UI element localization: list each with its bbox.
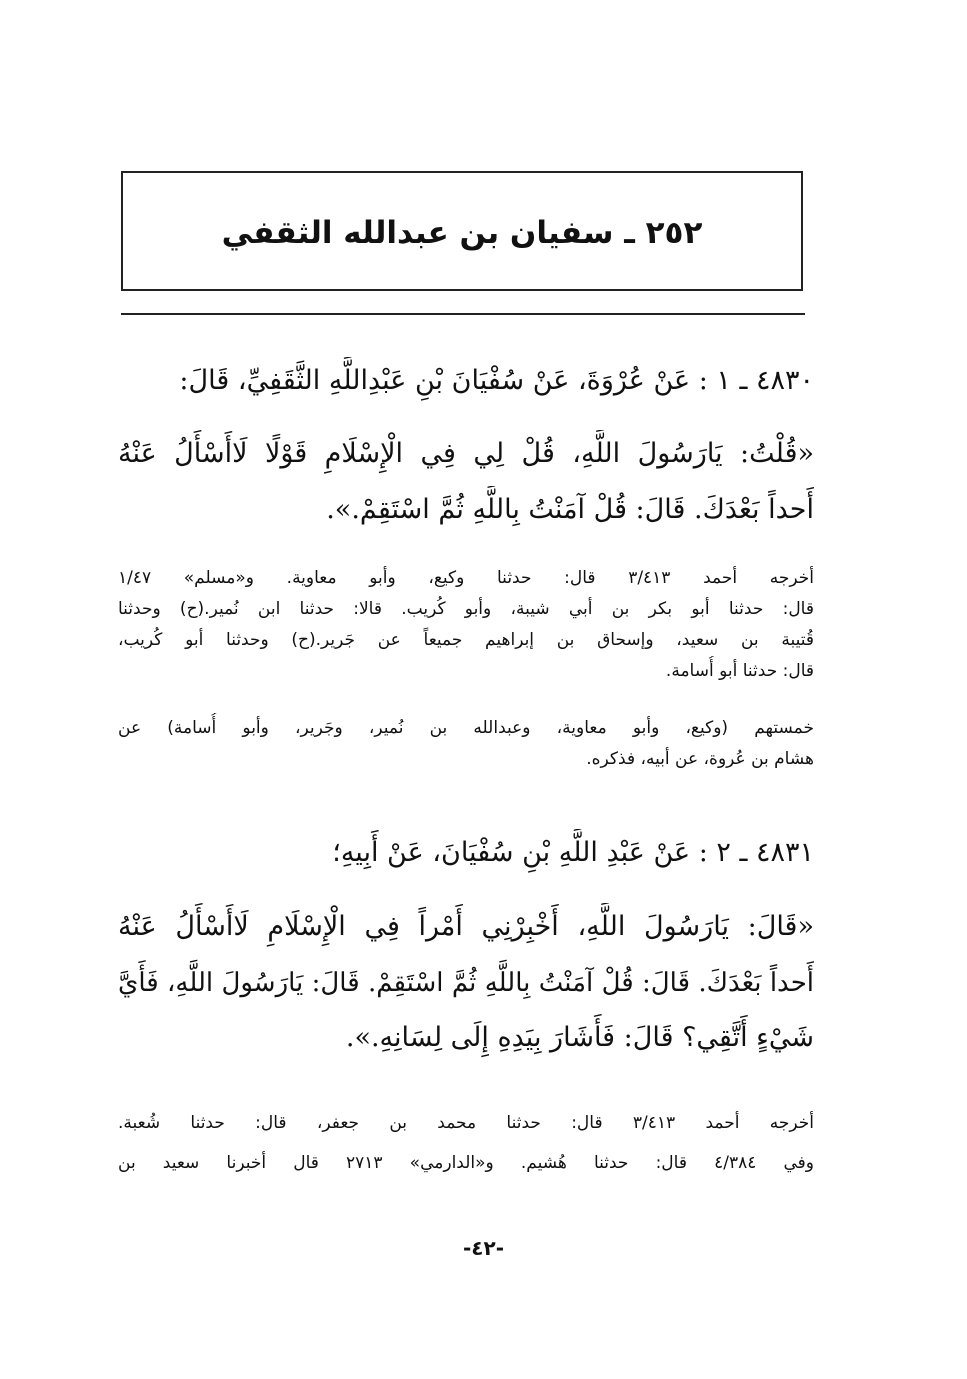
khamsatuhum-line-2: هشام بن عُروة، عن أبيه، فذكره. [586, 749, 814, 769]
chapter-title: ٢٥٢ ـ سفيان بن عبدالله الثقفي [221, 215, 703, 251]
chapter-title-box [121, 171, 803, 291]
takhrij-4830-line-1: أخرجه أحمد ٣/٤١٣ قال: حدثنا وكيع، وأبو معاوية. و«مسلم» ١/٤٧ [118, 568, 814, 588]
hadith-4831-line-3: أَحداً بَعْدَكَ. قَالَ: قُلْ آمَنْتُ بِاللَّهِ ثُمَّ اسْتَقِمْ. قَالَ: يَارَسُولَ اللَّهِ، فَأَيَّ [118, 968, 814, 998]
page-number: -٤٢- [462, 1236, 505, 1260]
takhrij-4830-line-4: قال: حدثنا أبو أُسامة. [665, 661, 814, 681]
takhrij-4830-line-3: قُتيبة بن سعيد، وإسحاق بن إبراهيم جميعاً عن جَرير.(ح) وحدثنا أبو كُريب، [118, 630, 814, 650]
hadith-4830-line-2: «قُلْتُ: يَارَسُولَ اللَّهِ، قُلْ لِي فِي الْإِسْلَامِ قَوْلًا لَاأَسْأَلُ عَنْهُ [118, 438, 814, 469]
hadith-4831-line-2: «قَالَ: يَارَسُولَ اللَّهِ، أَخْبِرْنِي أَمْراً فِي الْإِسْلَامِ لَاأَسْأَلُ عَنْهُ [118, 911, 814, 942]
header-divider [121, 313, 805, 315]
hadith-4830-line-3: أَحداً بَعْدَكَ. قَالَ: قُلْ آمَنْتُ بِاللَّهِ ثُمَّ اسْتَقِمْ.». [326, 494, 814, 525]
takhrij-4830-line-2: قال: حدثنا أبو بكر بن أبي شيبة، وأبو كُريب. قالا: حدثنا ابن نُمير.(ح) وحدثنا [118, 599, 814, 619]
takhrij-4831-line-1: أخرجه أحمد ٣/٤١٣ قال: حدثنا محمد بن جعفر، قال: حدثنا شُعبة. [118, 1113, 814, 1133]
khamsatuhum-line-1: خمستهم (وكيع، وأبو معاوية، وعبدالله بن نُمير، وجَرير، وأبو أُسامة) عن [118, 718, 814, 738]
hadith-4831-line-1: ٤٨٣١ ـ ٢ : عَنْ عَبْدِ اللَّهِ بْنِ سُفْيَانَ، عَنْ أَبِيهِ؛ [332, 837, 814, 868]
hadith-4830-line-1: ٤٨٣٠ ـ ١ : عَنْ عُرْوَةَ، عَنْ سُفْيَانَ بْنِ عَبْدِاللَّهِ الثَّقَفِيِّ، قَالَ: [179, 365, 814, 396]
takhrij-4831-line-2: وفي ٤/٣٨٤ قال: حدثنا هُشيم. و«الدارمي» ٢٧١٣ قال أخبرنا سعيد بن [118, 1153, 814, 1173]
hadith-4831-line-4: شَيْءٍ أَتَّقِي؟ قَالَ: فَأَشَارَ بِيَدِهِ إِلَى لِسَانِهِ.». [345, 1022, 814, 1053]
